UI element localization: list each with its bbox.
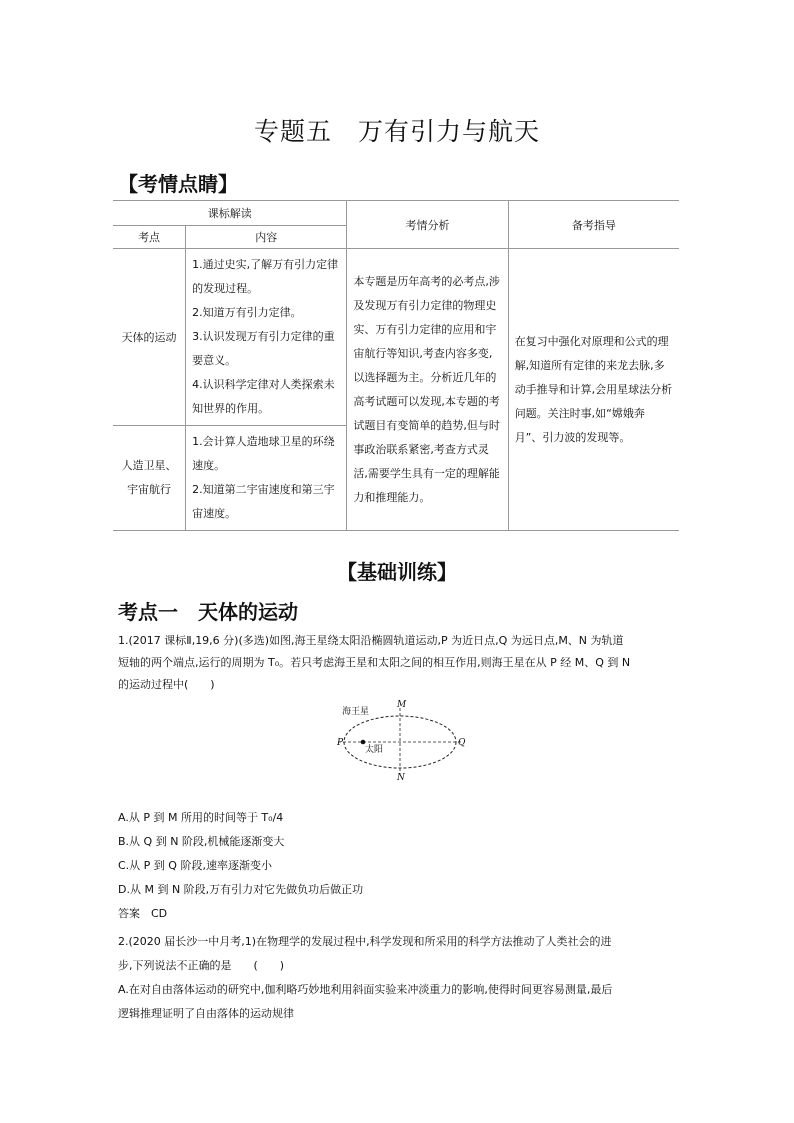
question-1-options [118, 806, 680, 926]
label-Q: Q [458, 738, 466, 748]
topic-heading: 考点一 天体的运动 [118, 600, 298, 624]
option-a: A.从 P 到 M 所用的时间等于 T₀/4 [118, 811, 284, 824]
header-guide: 备考指导 [508, 201, 679, 249]
label-P: P [337, 738, 344, 748]
content-celestial-motion: 1.通过史实,了解万有引力定律 的发现过程。 2.知道万有引力定律。 3.认识发现万有引力定律的重 要意义。 4.认识科学定律对人类探索未 知世界的作用。 [186, 249, 347, 426]
header-analysis: 考情分析 [347, 201, 508, 249]
header-point: 考点 [113, 226, 186, 249]
option-d: D.从 M 到 N 阶段,万有引力对它先做负功后做正功 [118, 883, 364, 896]
analysis-cell: 本专题是历年高考的必考点,涉 及发现万有引力定律的物理史 实、万有引力定律的应用和宇 宙航行等知识,考查内容多变, 以选择题为主。分析近几年的 高考试题可以发现,本专题的考 试题目有变简单的趋势,但与时 事政治联系紧密,考查方式灵 活,需要学生具有一定的理解能 力和推理能力。 [347, 249, 508, 531]
question-2: 2.(2020 届长沙一中月考,1)在物理学的发展过程中,科学发现和所采用的科学方法推动了人类社会的进 步,下列说法不正确的是 ( ) A.在对自由落体运动的研究中,伽利略巧妙地利用斜面实验来冲淡重力的影响,使得时间更容易测量,最后 逻辑推理证明了自由落体的运动规律 [118, 935, 613, 1020]
answer: 答案 CD [118, 907, 168, 920]
guide-cell: 在复习中强化对原理和公式的理 解,知道所有定律的来龙去脉,多 动手推导和计算,会用星球法分析 问题。关注时事,如“嫦娥奔 月”、引力波的发现等。 [508, 249, 679, 531]
question-1: 1.(2017 课标Ⅱ,19,6 分)(多选)如图,海王星绕太阳沿椭圆轨道运动,P 为近日点,Q 为远日点,M、N 为轨道 短轴的两个端点,运行的周期为 T₀。若只考虑海王星和太阳之间的相互作用,则海王星在从 P 经 M、Q 到 N 的运动过程中( ) [118, 634, 631, 691]
option-b: B.从 Q 到 N 阶段,机械能逐渐变大 [118, 835, 285, 848]
section-heading-exam-overview: 【考情点睛】 [118, 172, 238, 196]
page-title: 专题五 万有引力与航天 [253, 117, 540, 146]
option-c: C.从 P 到 Q 阶段,速率逐渐变小 [118, 859, 272, 872]
point-satellites: 人造卫星、 宇宙航行 [113, 426, 186, 531]
header-content: 内容 [186, 226, 347, 249]
orbit-diagram [330, 700, 470, 780]
header-curriculum: 课标解读 [113, 201, 347, 226]
sun-dot [361, 740, 366, 745]
label-sun: 太阳 [365, 745, 384, 755]
label-M: M [397, 700, 407, 710]
label-planet: 海王星 [342, 707, 370, 717]
point-celestial-motion: 天体的运动 [113, 249, 186, 426]
label-N: N [397, 773, 405, 780]
content-satellites: 1.会计算人造地球卫星的环绕 速度。 2.知道第二宇宙速度和第三宇 宙速度。 [186, 426, 347, 531]
exam-overview-table [113, 200, 679, 531]
section-heading-basic-training: 【基础训练】 [337, 560, 457, 584]
